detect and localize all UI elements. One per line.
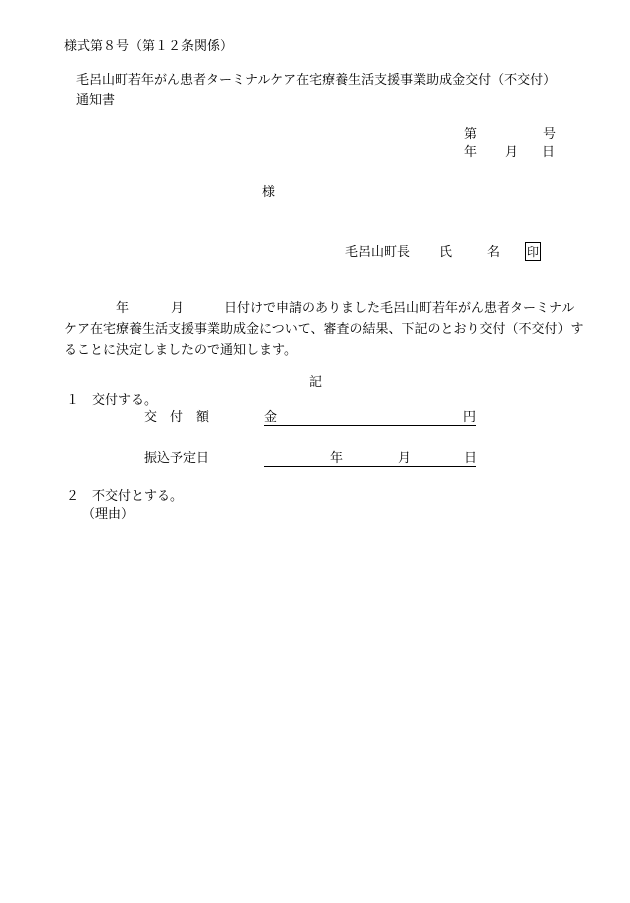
ki-heading: 記 [309,375,323,390]
doc-date-day: 日 [542,145,556,160]
document-number [464,128,556,141]
sender-title: 毛呂山町長 [345,245,411,260]
form-number-label: 様式第８号（第１２条関係） [64,39,234,54]
transfer-date-field [264,452,476,467]
body-paragraph [64,298,584,361]
amount-kin: 金 [264,410,278,425]
addressee-suffix: 様 [262,185,276,200]
item-2-label: ２ 不交付とする。 [66,489,184,504]
transfer-month: 月 [398,451,412,466]
document-date [464,146,555,159]
sender-name-mei: 名 [487,245,501,260]
seal-mark: 印 [525,242,541,261]
reason-label: （理由） [82,507,135,522]
amount-field [264,411,476,426]
transfer-date-label: 振込予定日 [144,451,210,466]
doc-number-go: 号 [543,127,557,142]
document-title-line-1: 毛呂山町若年がん患者ターミナルケア在宅療養生活支援事業助成金交付（不交付） [76,73,557,88]
body-month: 月 [171,301,185,316]
document-title-line-2: 通知書 [76,93,116,108]
item-1-label: １ 交付する。 [66,393,158,408]
body-year: 年 [116,301,130,316]
doc-date-year: 年 [464,145,478,160]
sender-name-shi: 氏 [439,245,453,260]
transfer-year: 年 [330,451,344,466]
body-text: 日付けで申請のありました毛呂山町若年がん患者ターミナルケア在宅療養生活支援事業助成金について、審査の結果、下記のとおり交付（不交付）することに決定しましたので通知します。 [64,301,584,358]
amount-label: 交 付 額 [144,410,210,425]
doc-date-month: 月 [505,145,519,160]
amount-yen: 円 [462,410,476,425]
transfer-day: 日 [464,451,478,466]
doc-number-dai: 第 [464,127,478,142]
